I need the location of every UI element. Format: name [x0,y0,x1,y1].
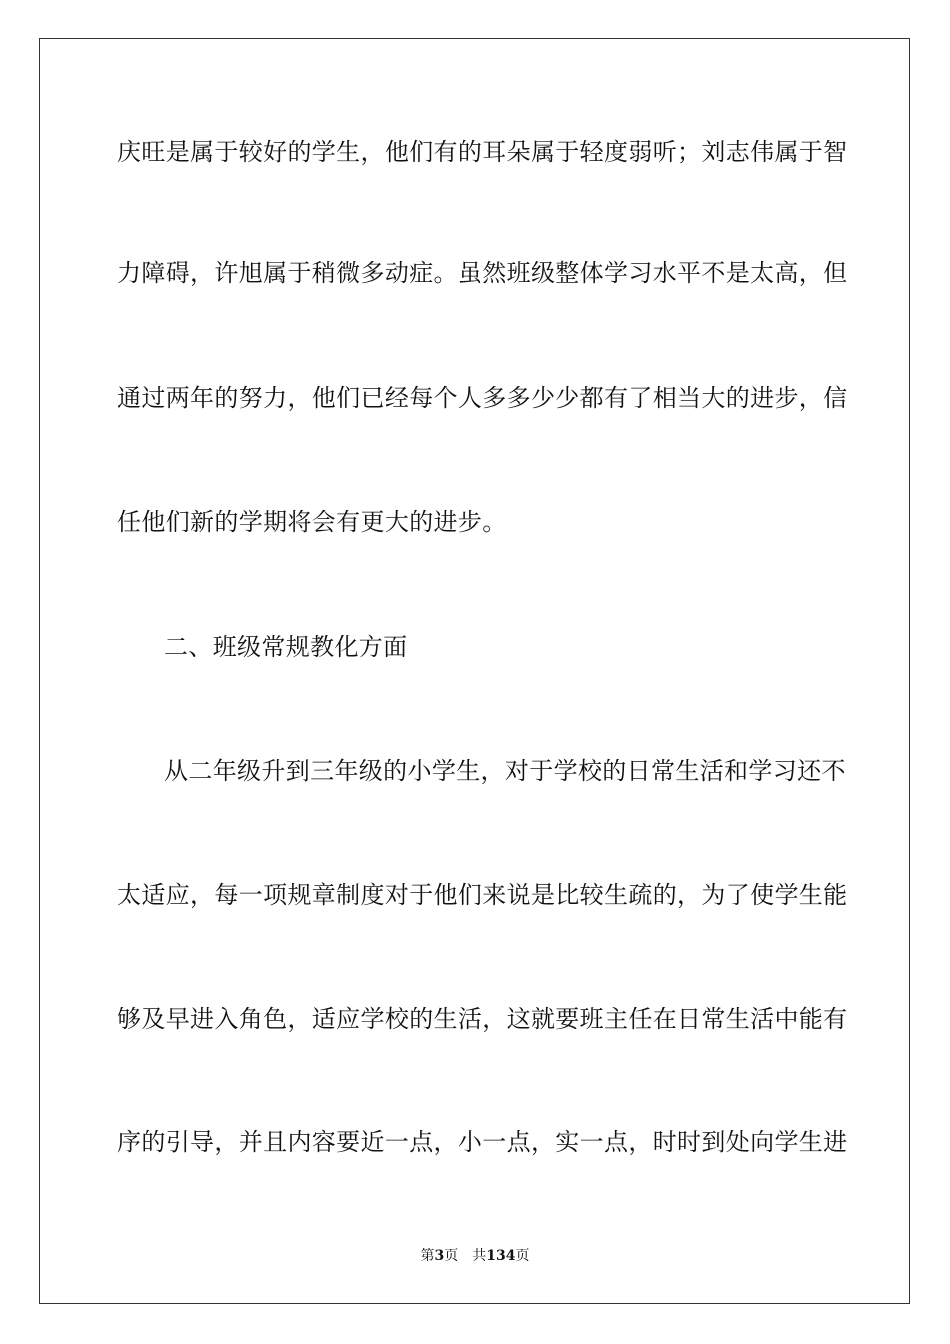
section-heading: 二、班级常规教化方面 [164,633,408,661]
footer-page-suffix: 页 [444,1248,459,1264]
footer-total-suffix: 页 [515,1248,530,1264]
footer-total-number: 134 [486,1248,516,1264]
paragraph-line: 任他们新的学期将会有更大的进步。 [117,508,507,536]
paragraph-line: 庆旺是属于较好的学生，他们有的耳朵属于轻度弱听；刘志伟属于智 [117,138,848,166]
paragraph-line: 序的引导，并且内容要近一点，小一点，实一点，时时到处向学生进 [117,1128,848,1156]
paragraph-line: 从二年级升到三年级的小学生，对于学校的日常生活和学习还不 [164,757,846,785]
footer-page-prefix: 第 [420,1248,435,1264]
page-footer [0,1246,950,1266]
footer-page-number: 3 [434,1248,445,1264]
page-border [39,38,910,1304]
footer-total-prefix: 共 [472,1248,487,1264]
paragraph-line: 够及早进入角色，适应学校的生活，这就要班主任在日常生活中能有 [117,1005,848,1033]
paragraph-line: 通过两年的努力，他们已经每个人多多少少都有了相当大的进步，信 [117,384,848,412]
paragraph-line: 力障碍，许旭属于稍微多动症。虽然班级整体学习水平不是太高，但 [117,259,848,287]
paragraph-line: 太适应，每一项规章制度对于他们来说是比较生疏的，为了使学生能 [117,881,848,909]
